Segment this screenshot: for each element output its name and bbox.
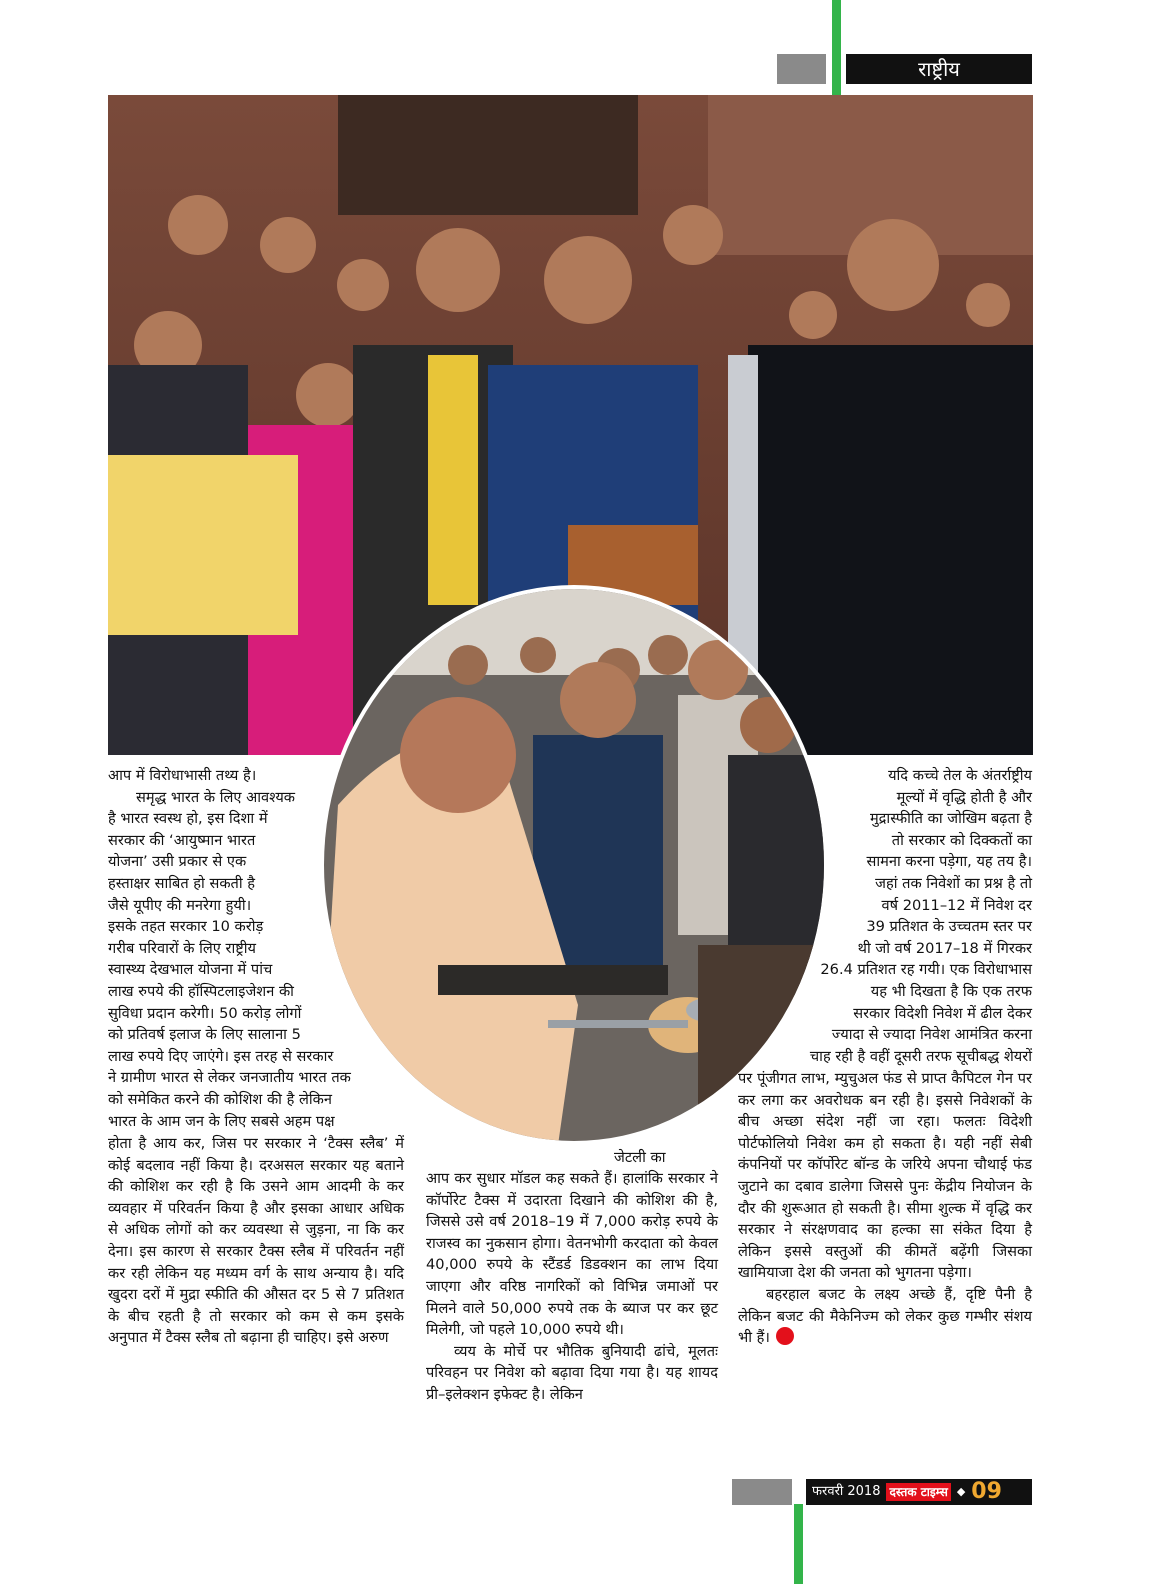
text-line: तो सरकार को दिक्कतों का bbox=[891, 831, 1032, 849]
column-1-body bbox=[108, 1133, 404, 1349]
column-3-wrap-text bbox=[738, 765, 1032, 1067]
text-line: सरकार विदेशी निवेश में ढील देकर bbox=[853, 1004, 1032, 1022]
paragraph: आप कर सुधार मॉडल कह सकते हैं। हालांकि सरकार ने कॉर्पोरेट टैक्स में उदारता दिखाने की कोशिश की है, जिससे उसे वर्ष 2018–19 में 7,000 करोड़ रुपये के राजस्व का नुकसान होगा। वेतनभोगी करदाता को केवल 40,000 रुपये के स्टैंडर्ड डिडक्शन का लाभ दिया जाएगा और वरिष्ठ नागरिकों को विभिन्न जमाओं पर मिलने वाले 50,000 रुपये तक के ब्याज पर कर छूट मिलेगी, जो पहले 10,000 रुपये थी। bbox=[426, 1170, 718, 1339]
text-line: चाह रही है वहीं दूसरी तरफ सूचीबद्ध शेयरों bbox=[809, 1047, 1032, 1065]
column-2-body bbox=[426, 1168, 718, 1406]
paragraph: होता है आय कर, जिस पर सरकार ने ‘टैक्स स्लैब’ में कोई बदलाव नहीं किया है। दरअसल सरकार यह बताने की कोशिश कर रही है कि उसने आम आदमी के कर व्यवहार में परिवर्तन किया है और इसका आधार अधिक से अधिक लोगों को कर व्यवस्था से जुड़ना, ना कि कर देना। इस कारण से सरकार टैक्स स्लैब में परिवर्तन नहीं कर रही लेकिन यह मध्यम वर्ग के साथ अन्याय है। यदि खुदरा दरों में मुद्रा स्फीति की औसत दर 5 से 7 प्रतिशत के बीच रहती है तो सरकार को कम से कम इसके अनुपात में टैक्स स्लैब तो बढ़ाना ही चाहिए। इसे अरुण bbox=[108, 1135, 404, 1347]
text-line: समृद्ध भारत के लिए आवश्यक bbox=[136, 788, 295, 806]
text-line: ने ग्रामीण भारत से लेकर जनजातीय भारत तक bbox=[108, 1069, 351, 1087]
column-3-body bbox=[738, 1068, 1032, 1349]
caption-continuation: जेटली का bbox=[614, 1149, 666, 1166]
closing-paragraph: बहरहाल बजट के लक्ष्य अच्छे हैं, दृष्टि पैनी है लेकिन बजट की मैकेनिज्म को लेकर कुछ गम्भीर संशय भी हैं। bbox=[738, 1285, 1032, 1347]
text-line: लाख रुपये की हॉस्पिटलाइजेशन की bbox=[108, 982, 294, 1000]
text-line: भारत के आम जन के लिए सबसे अहम पक्ष bbox=[108, 1112, 335, 1130]
text-line: जहां तक निवेशों का प्रश्न है तो bbox=[875, 874, 1032, 892]
green-accent-bar-top bbox=[832, 0, 841, 96]
text-line: जैसे यूपीए की मनरेगा हुयी। bbox=[108, 896, 252, 914]
text-line: हस्ताक्षर साबित हो सकती है bbox=[108, 874, 256, 892]
text-line: यदि कच्चे तेल के अंतर्राष्ट्रीय bbox=[888, 767, 1032, 784]
text-line: सरकार की ‘आयुष्मान भारत bbox=[108, 831, 256, 849]
paragraph: व्यय के मोर्चे पर भौतिक बुनियादी ढांचे, मूलतः परिवहन पर निवेश को बढ़ावा दिया गया है। यह शायद प्री–इलेक्शन इफेक्ट है। लेकिन bbox=[426, 1342, 718, 1403]
text-line: आप में विरोधाभासी तथ्य है। bbox=[108, 767, 257, 784]
text-line: मूल्यों में वृद्धि होती है और bbox=[896, 788, 1032, 806]
text-line: इसके तहत सरकार 10 करोड़ bbox=[108, 918, 264, 936]
text-line: स्वास्थ्य देखभाल योजना में पांच bbox=[108, 961, 273, 979]
text-line: यह भी दिखता है कि एक तरफ bbox=[870, 982, 1032, 1000]
text-line: को प्रतिवर्ष इलाज के लिए सालाना 5 bbox=[108, 1026, 301, 1044]
text-line: लाख रुपये दिए जाएंगे। इस तरह से सरकार bbox=[108, 1047, 334, 1065]
gray-block-top bbox=[777, 54, 826, 84]
text-line: थी जो वर्ष 2017–18 में गिरकर bbox=[857, 939, 1032, 957]
text-line: है भारत स्वस्थ हो, इस दिशा में bbox=[108, 810, 268, 828]
section-label: राष्ट्रीय bbox=[846, 54, 1032, 84]
footer-bar bbox=[806, 1479, 1032, 1505]
gray-block-bottom bbox=[732, 1479, 792, 1505]
text-line: वर्ष 2011–12 में निवेश दर bbox=[881, 896, 1032, 914]
magazine-brand: दस्तक टाइम्स bbox=[886, 1483, 950, 1501]
text-line: योजना’ उसी प्रकार से एक bbox=[108, 853, 247, 871]
text-line: सुविधा प्रदान करेगी। 50 करोड़ लोगों bbox=[108, 1004, 302, 1022]
diamond-separator-icon: ◆ bbox=[956, 1485, 966, 1498]
text-line: ज्यादा से ज्यादा निवेश आमंत्रित करना bbox=[831, 1026, 1032, 1044]
text-line: गरीब परिवारों के लिए राष्ट्रीय bbox=[108, 939, 257, 957]
paragraph: पर पूंजीगत लाभ, म्युचुअल फंड से प्राप्त कैपिटल गेन पर कर लगा कर अवरोधक बन रही है। इससे निवेशकों के बीच अच्छा संदेश नहीं जा रहा। फलतः विदेशी पोर्टफोलियो निवेश कम हो सकता है। यही नहीं सेबी कंपनियों पर कॉर्पोरेट बॉन्ड के जरिये अपना चौथाई फंड जुटाने का दबाव डालेगा जिससे पुनः केंद्रीय नियोजन के दौर की शुरूआत हो सकती है। सीमा शुल्क में वृद्धि कर सरकार ने संरक्षणवाद का हल्का सा संकेत दिया है लेकिन इससे वस्तुओं की कीमतें बढ़ेंगी जिसका खामियाजा देश की जनता को भुगतना पड़ेगा। bbox=[738, 1070, 1032, 1282]
text-line: 26.4 प्रतिशत रह गयी। एक विरोधाभास bbox=[820, 961, 1032, 979]
green-accent-bar-bottom bbox=[794, 1504, 803, 1584]
text-line: मुद्रास्फीति का जोखिम बढ़ता है bbox=[869, 810, 1032, 828]
text-line: को समेकित करने की कोशिश की है लेकिन bbox=[108, 1090, 332, 1108]
end-mark-dot-icon bbox=[776, 1327, 794, 1345]
text-line: 39 प्रतिशत के उच्चतम स्तर पर bbox=[866, 918, 1032, 936]
text-line: सामना करना पड़ेगा, यह तय है। bbox=[866, 853, 1032, 871]
issue-date: फरवरी 2018 bbox=[812, 1484, 881, 1499]
page-number: 09 bbox=[971, 1479, 1002, 1504]
